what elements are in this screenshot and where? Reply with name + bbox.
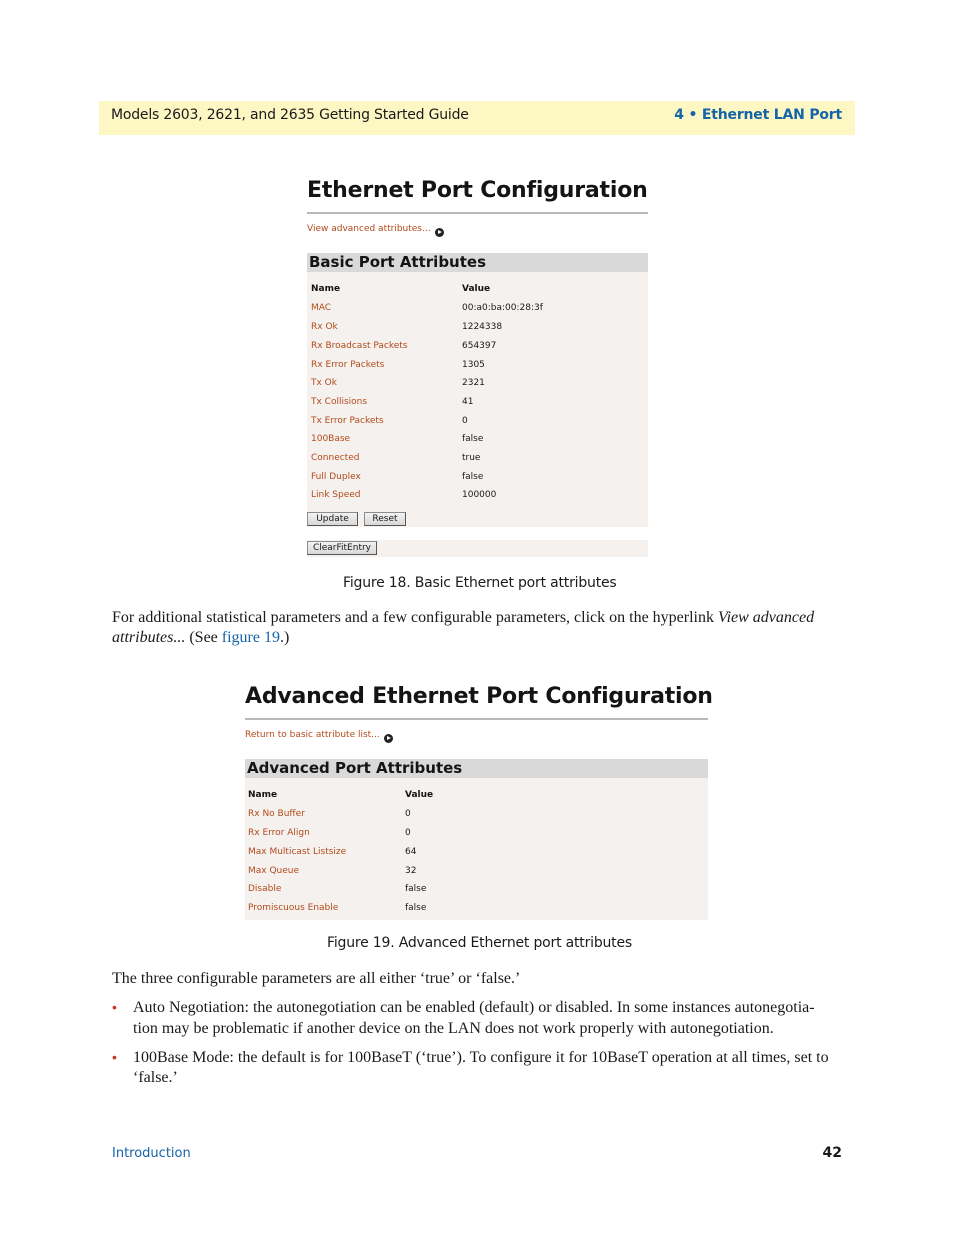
column-header-value: Value	[405, 790, 434, 800]
title-divider	[307, 212, 648, 214]
attribute-name-link[interactable]: Tx Ok	[311, 378, 337, 388]
paragraph-text-1: For additional statistical parameters and a few configurable parameters, click on the hyperlink	[112, 609, 718, 626]
attribute-value: false	[405, 884, 427, 894]
figure-18-screenshot	[307, 178, 648, 558]
paragraph-advanced-hint	[112, 608, 842, 648]
attribute-name-link[interactable]: Rx Broadcast Packets	[311, 341, 408, 351]
attribute-value: false	[462, 472, 484, 482]
bullet-line: Auto Negotiation: the autonegotiation can be enabled (default) or disabled. In some instances autonegotia-	[133, 999, 815, 1016]
bullet-marker: •	[112, 1049, 117, 1065]
attribute-value: 32	[405, 866, 417, 876]
running-header	[99, 101, 855, 135]
advanced-attributes-table	[248, 788, 698, 918]
attribute-value: 1224338	[462, 322, 503, 332]
column-header-name: Name	[311, 284, 341, 294]
title-divider	[245, 718, 708, 720]
arrow-right-circle-icon	[435, 228, 444, 237]
clear-entry-button[interactable]: ClearFitEntry	[307, 541, 377, 555]
attribute-value: 00:a0:ba:00:28:3f	[462, 303, 543, 313]
reset-button[interactable]: Reset	[364, 512, 406, 526]
figure-19-link[interactable]: figure 19	[221, 629, 280, 646]
attribute-name-link[interactable]: Full Duplex	[311, 472, 361, 482]
arrow-right-circle-icon	[384, 734, 393, 743]
attribute-name-link[interactable]: 100Base	[311, 434, 351, 444]
attribute-name-link[interactable]: Rx No Buffer	[248, 809, 305, 819]
column-header-name: Name	[248, 790, 278, 800]
attribute-name-link[interactable]: Rx Ok	[311, 322, 338, 332]
bullet-line: ‘false.’	[133, 1069, 178, 1086]
basic-attributes-table-last	[311, 488, 641, 502]
bullet-list	[112, 998, 847, 1093]
return-basic-link[interactable]	[245, 730, 393, 740]
header-guide-title: Models 2603, 2621, and 2635 Getting Started Guide	[111, 107, 469, 123]
attribute-name-link[interactable]: Link Speed	[311, 490, 361, 500]
figure-19-caption: Figure 19. Advanced Ethernet port attributes	[327, 935, 632, 951]
attribute-name-link[interactable]: Max Multicast Listsize	[248, 847, 347, 857]
attribute-value: false	[405, 903, 427, 913]
attribute-name-link[interactable]: Max Queue	[248, 866, 300, 876]
attribute-value: 1305	[462, 360, 485, 370]
attribute-value: 654397	[462, 341, 497, 351]
bullet-line: tion may be problematic if another device on the LAN does not work properly with autonegotiation.	[133, 1020, 774, 1037]
attribute-value: 0	[405, 828, 411, 838]
attribute-value: true	[462, 453, 481, 463]
figure-19-screenshot	[245, 684, 713, 920]
return-basic-link-label: Return to basic attribute list...	[245, 730, 380, 740]
figure-18-caption: Figure 18. Basic Ethernet port attributes	[343, 575, 617, 591]
bullet-marker: •	[112, 999, 117, 1015]
panel-title: Advanced Ethernet Port Configuration	[245, 684, 713, 709]
column-header-value: Value	[462, 284, 491, 294]
list-item	[112, 998, 847, 1040]
view-advanced-link[interactable]	[307, 224, 444, 234]
attribute-name-link[interactable]: Connected	[311, 453, 360, 463]
attribute-value: false	[462, 434, 484, 444]
attribute-name-link[interactable]: Disable	[248, 884, 282, 894]
attribute-value: 41	[462, 397, 474, 407]
update-button[interactable]: Update	[307, 512, 358, 526]
footer-section-link[interactable]: Introduction	[112, 1146, 191, 1161]
panel-title: Ethernet Port Configuration	[307, 178, 648, 203]
bullet-line: 100Base Mode: the default is for 100BaseT (‘true’). To configure it for 10BaseT operation at all times, set to	[133, 1049, 829, 1066]
attribute-name-link[interactable]: MAC	[311, 303, 332, 313]
header-chapter-link[interactable]: 4 • Ethernet LAN Port	[674, 107, 842, 123]
attribute-name-link[interactable]: Tx Error Packets	[311, 416, 384, 426]
section-header: Basic Port Attributes	[307, 253, 648, 272]
paragraph-text-3: .)	[279, 629, 290, 646]
paragraph-text-2: (See	[185, 629, 222, 646]
attribute-name-link[interactable]: Rx Error Align	[248, 828, 310, 838]
basic-attributes-table	[311, 282, 641, 482]
attribute-value: 100000	[462, 490, 497, 500]
attribute-name-link[interactable]: Promiscuous Enable	[248, 903, 339, 913]
attribute-name-link[interactable]: Rx Error Packets	[311, 360, 385, 370]
section-header: Advanced Port Attributes	[245, 759, 708, 778]
attribute-name-link[interactable]: Tx Collisions	[311, 397, 368, 407]
paragraph-italic-hyperlink-name: View advanced attributes...	[112, 609, 815, 646]
attribute-value: 0	[405, 809, 411, 819]
attribute-value: 64	[405, 847, 417, 857]
list-item	[112, 1048, 847, 1090]
view-advanced-link-label: View advanced attributes...	[307, 224, 431, 234]
attribute-value: 2321	[462, 378, 485, 388]
attribute-value: 0	[462, 416, 468, 426]
page-number: 42	[822, 1145, 842, 1161]
paragraph-configurable-note: The three configurable parameters are all either ‘true’ or ‘false.’	[112, 970, 521, 987]
